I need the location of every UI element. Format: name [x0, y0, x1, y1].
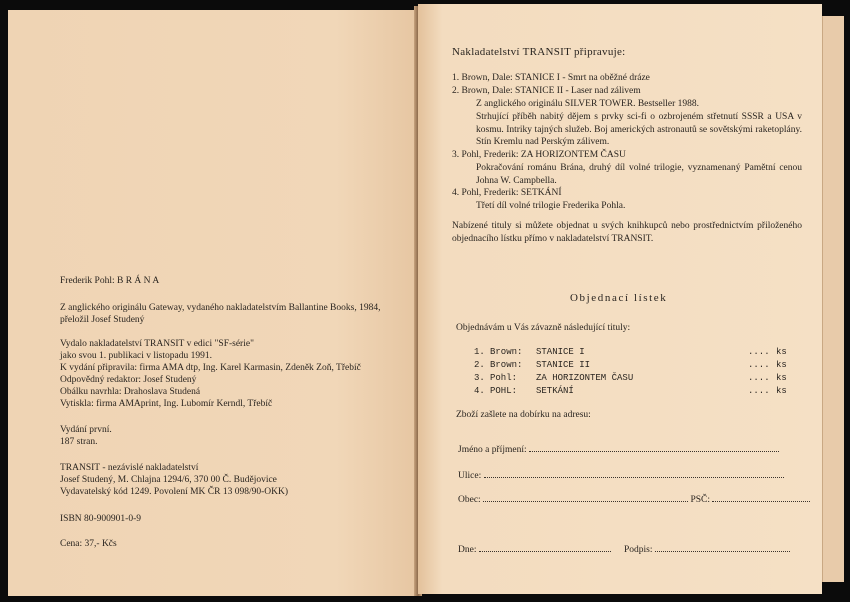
street-line[interactable]: [484, 477, 784, 478]
row-title: ZA HORIZONTEM ČASU: [536, 373, 634, 383]
left-page: [8, 10, 418, 596]
street-field[interactable]: [458, 470, 784, 483]
order-offer-text: Nabízené tituly si můžete objednat u svých knihkupců nebo prostřednictvím přiloženého objednacího lístku přímo v nakladatelství TRANSIT.: [452, 221, 802, 244]
catalog-item-1: 1. Brown, Dale: STANICE I - Smrt na oběžné dráze: [452, 73, 650, 83]
name-label: Jméno a příjmení:: [458, 445, 527, 455]
row-title: STANICE II: [536, 360, 591, 370]
cover-info: Obálku navrhla: Drahoslava Studená: [60, 387, 201, 397]
row-unit: ks: [776, 360, 787, 370]
zip-label: PSČ:: [690, 495, 710, 505]
catalog-item-4-description: Třetí díl volné trilogie Frederika Pohla.: [476, 201, 626, 211]
right-page: [418, 4, 822, 594]
original-info: Z anglického originálu Gateway, vydaného nakladatelstvím Ballantine Books, 1984,: [60, 303, 381, 313]
edition-line-2: jako svou 1. publikaci v listopadu 1991.: [60, 351, 212, 361]
date-field[interactable]: [458, 544, 611, 557]
signature-label: Podpis:: [624, 545, 653, 555]
catalog-item-2: 2. Brown, Dale: STANICE II - Laser nad zálivem: [452, 86, 641, 96]
row-qty[interactable]: ....: [748, 347, 770, 357]
row-author: Brown:: [490, 347, 523, 357]
prepress-info: K vydání připravila: firma AMA dtp, Ing. Karel Karmasin, Zdeněk Zoň, Třebíč: [60, 363, 361, 373]
editor-info: Odpovědný redaktor: Josef Studený: [60, 375, 197, 385]
translator-info: přeložil Josef Studený: [60, 315, 145, 325]
date-line[interactable]: [479, 551, 611, 552]
book-title: Frederik Pohl: B R Á N A: [60, 276, 160, 286]
city-label: Obec:: [458, 495, 481, 505]
row-unit: ks: [776, 347, 787, 357]
catalog-heading: Nakladatelství TRANSIT připravuje:: [452, 46, 626, 58]
publisher-line-1: TRANSIT - nezávislé nakladatelství: [60, 463, 199, 473]
row-qty[interactable]: ....: [748, 360, 770, 370]
row-author: Pohl:: [490, 373, 518, 383]
row-num: 3.: [474, 373, 485, 383]
row-title: STANICE I: [536, 347, 585, 357]
row-unit: ks: [776, 373, 787, 383]
catalog-item-4: 4. Pohl, Frederik: SETKÁNÍ: [452, 188, 562, 198]
row-qty[interactable]: ....: [748, 373, 770, 383]
row-num: 2.: [474, 360, 485, 370]
signature-field[interactable]: [624, 544, 790, 557]
delivery-instruction: Zboží zašlete na dobírku na adresu:: [456, 410, 591, 420]
city-line[interactable]: [483, 501, 688, 502]
row-author: POHL:: [490, 386, 518, 396]
row-title: SETKÁNÍ: [536, 386, 574, 396]
signature-line[interactable]: [655, 551, 790, 552]
price: Cena: 37,- Kčs: [60, 539, 117, 549]
isbn: ISBN 80-900901-0-9: [60, 514, 142, 524]
name-line[interactable]: [529, 451, 779, 452]
row-num: 4.: [474, 386, 485, 396]
catalog-item-2-origin: Z anglického originálu SILVER TOWER. Bestseller 1988.: [476, 99, 700, 109]
publisher-line-3: Vydavatelský kód 1249. Povolení MK ČR 13 098/90-OKK): [60, 487, 288, 497]
name-field[interactable]: [458, 444, 779, 457]
catalog-item-3: 3. Pohl, Frederik: ZA HORIZONTEM ČASU: [452, 150, 626, 160]
order-form-intro: Objednávám u Vás závazně následující tituly:: [456, 323, 631, 333]
zip-line[interactable]: [712, 501, 810, 502]
city-field[interactable]: [458, 494, 810, 507]
printer-info: Vytiskla: firma AMAprint, Ing. Lubomír Kerndl, Třebíč: [60, 399, 273, 409]
row-num: 1.: [474, 347, 485, 357]
publisher-line-2: Josef Studený, M. Chlajna 1294/6, 370 00 Č. Budějovice: [60, 475, 277, 485]
date-label: Dne:: [458, 545, 477, 555]
row-qty[interactable]: ....: [748, 386, 770, 396]
order-form-title: Objednací lístek: [570, 292, 668, 304]
row-unit: ks: [776, 386, 787, 396]
issue-info: Vydání první.: [60, 425, 112, 435]
edition-line-1: Vydalo nakladatelství TRANSIT v edici "SF-série": [60, 339, 254, 349]
page-count: 187 stran.: [60, 437, 98, 447]
next-page-edge: [822, 16, 844, 582]
catalog-item-3-description: Pokračování románu Brána, druhý díl volné trilogie, vyznamenaný Pamětní cenou Johna W. Campbella.: [476, 163, 802, 186]
catalog-item-2-description: Strhující příběh nabitý dějem s prvky sci-fi o ozbrojeném střetnutí SSSR a USA v kosmu. Intriky tajných služeb. Boj amerických astronautů se sovětskými raketoplány. Stín Kremlu nad Perským zálivem.: [476, 112, 802, 147]
row-author: Brown:: [490, 360, 523, 370]
street-label: Ulice:: [458, 471, 482, 481]
